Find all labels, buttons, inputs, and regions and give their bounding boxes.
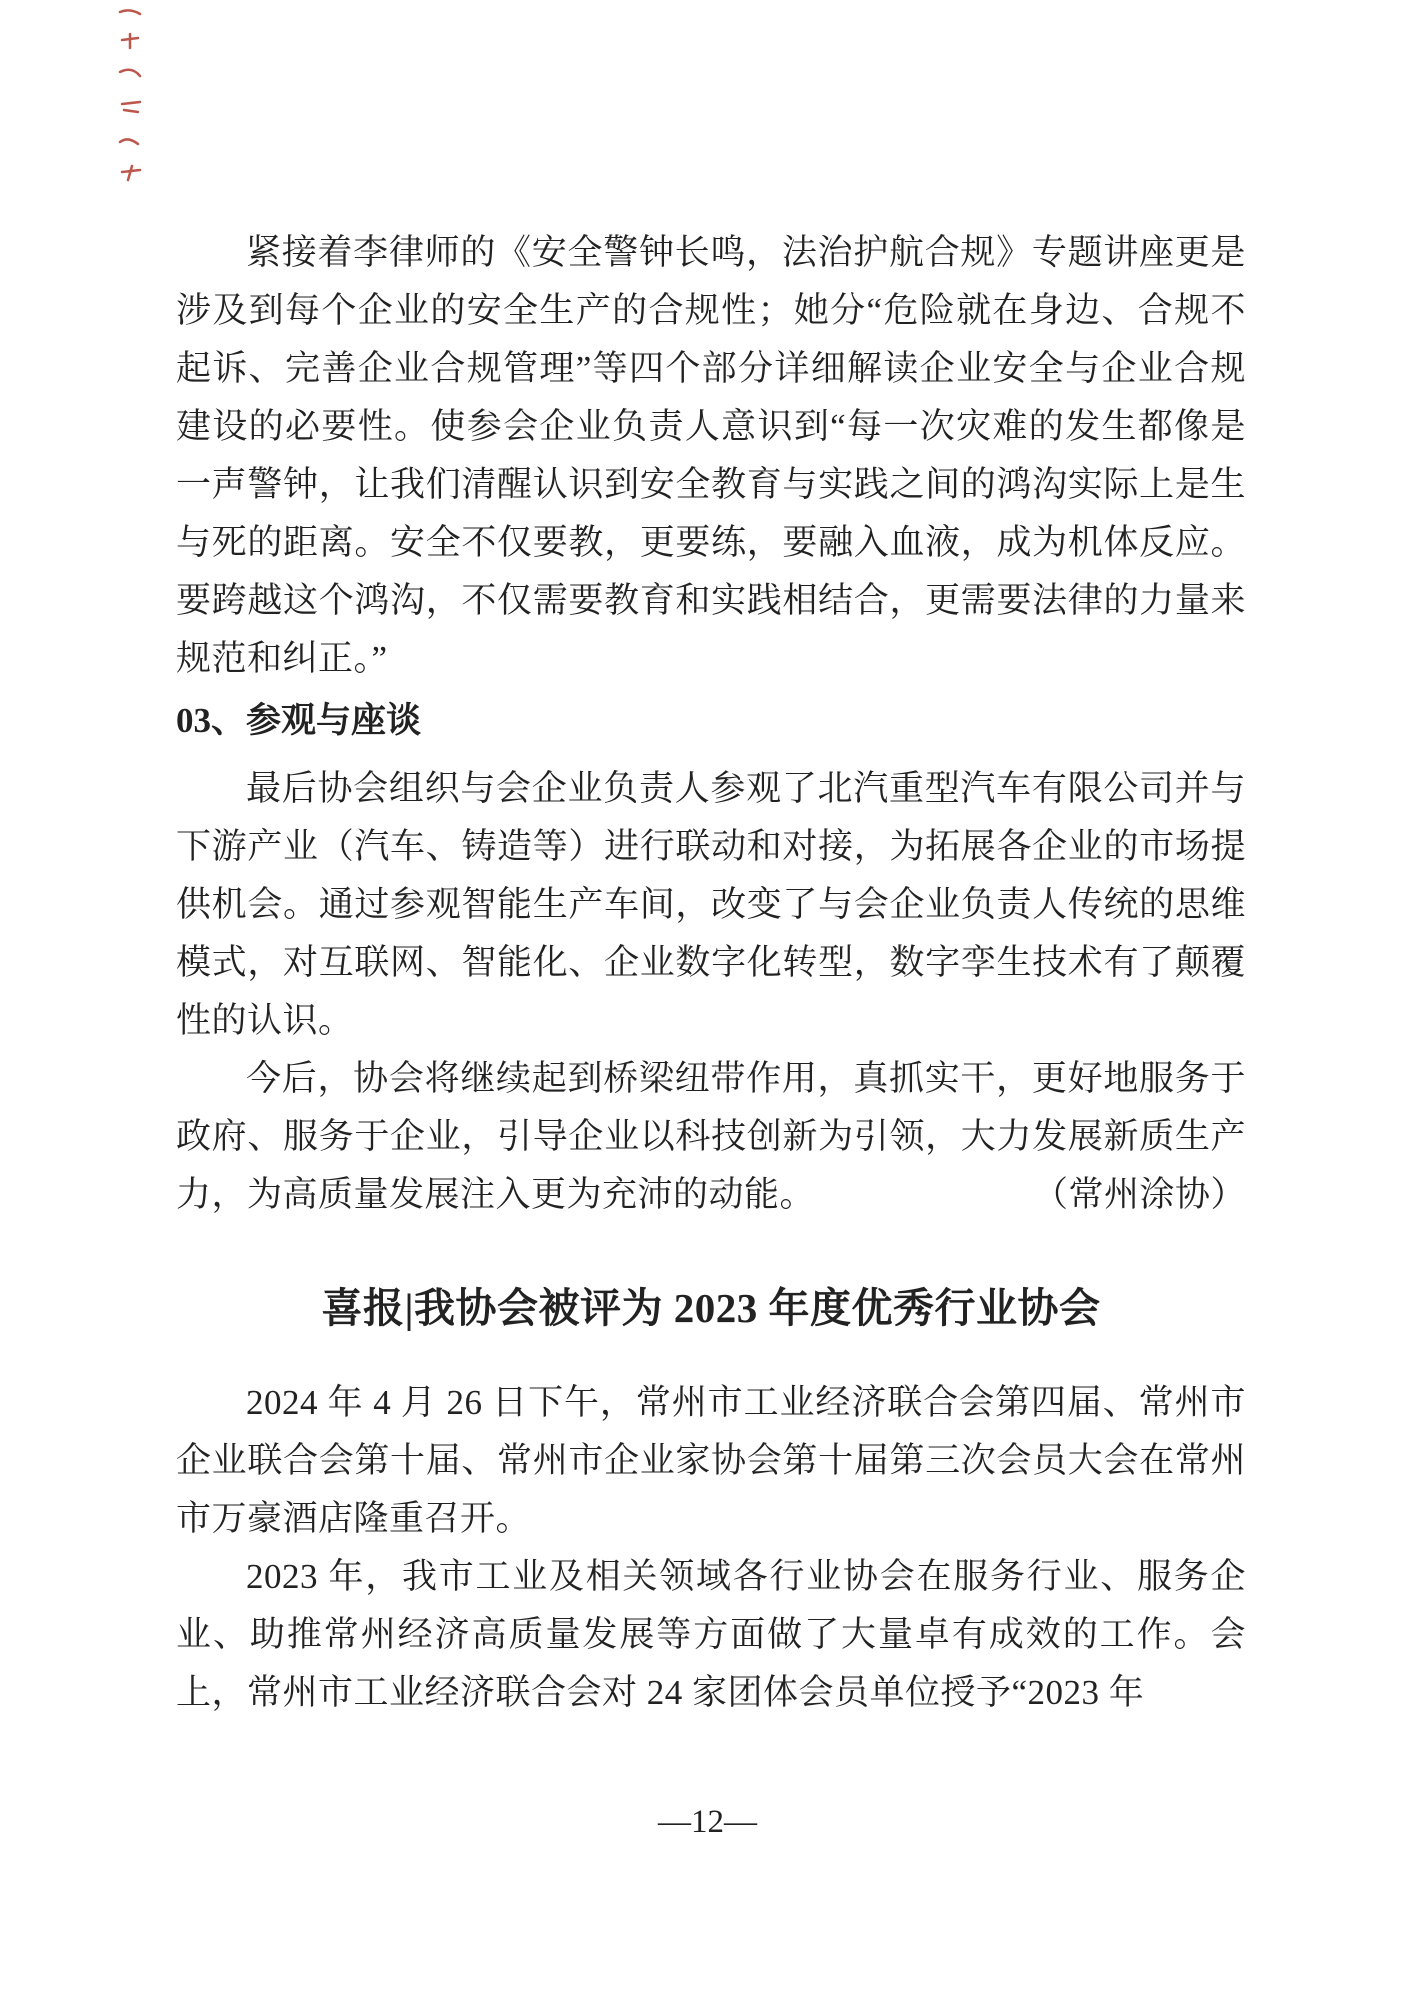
article1-paragraph-1: 紧接着李律师的《安全警钟长鸣，法治护航合规》专题讲座更是涉及到每个企业的安全生产的合规性；她分“危险就在身边、合规不起诉、完善企业合规管理”等四个部分详细解读企业安全与企业合规建设的必要性。使参会企业负责人意识到“每一次灾难的发生都像是一声警钟，让我们清醒认识到安全教育与实践之间的鸿沟实际上是生与死的距离。安全不仅要教，更要练，要融入血液，成为机体反应。要跨越这个鸿沟，不仅需要教育和实践相结合，更需要法律的力量来规范和纠正。” bbox=[176, 233, 1246, 678]
article1-paragraph-3-wrap bbox=[176, 1050, 1246, 1224]
article1-paragraph-3: 今后，协会将继续起到桥梁纽带作用，真抓实干，更好地服务于政府、服务于企业，引导企业以科技创新为引领，大力发展新质生产力，为高质量发展注入更为充沛的动能。 bbox=[176, 1059, 1246, 1214]
red-pen-marks-icon bbox=[110, 4, 150, 189]
article2-paragraph-1: 2024 年 4 月 26 日下午，常州市工业经济联合会第四届、常州市企业联合会第十届、常州市企业家协会第十届第三次会员大会在常州市万豪酒店隆重召开。 bbox=[176, 1383, 1246, 1538]
article2-paragraph-2: 2023 年，我市工业及相关领域各行业协会在服务行业、服务企业、助推常州经济高质量发展等方面做了大量卓有成效的工作。会上，常州市工业经济联合会对 24 家团体会员单位授予“2023 年 bbox=[176, 1557, 1246, 1712]
article1-paragraph-2: 最后协会组织与会企业负责人参观了北汽重型汽车有限公司并与下游产业（汽车、铸造等）进行联动和对接，为拓展各企业的市场提供机会。通过参观智能生产车间，改变了与会企业负责人传统的思维模式，对互联网、智能化、企业数字化转型，数字孪生技术有了颠覆性的认识。 bbox=[176, 769, 1246, 1040]
article2-title: 喜报|我协会被评为 2023 年度优秀行业协会 bbox=[321, 1285, 1101, 1331]
page-number: —12— bbox=[658, 1804, 757, 1840]
document-body bbox=[176, 224, 1246, 1722]
section-heading-03: 03、参观与座谈 bbox=[176, 701, 422, 740]
article1-attribution: （常州涂协） bbox=[1032, 1175, 1246, 1214]
